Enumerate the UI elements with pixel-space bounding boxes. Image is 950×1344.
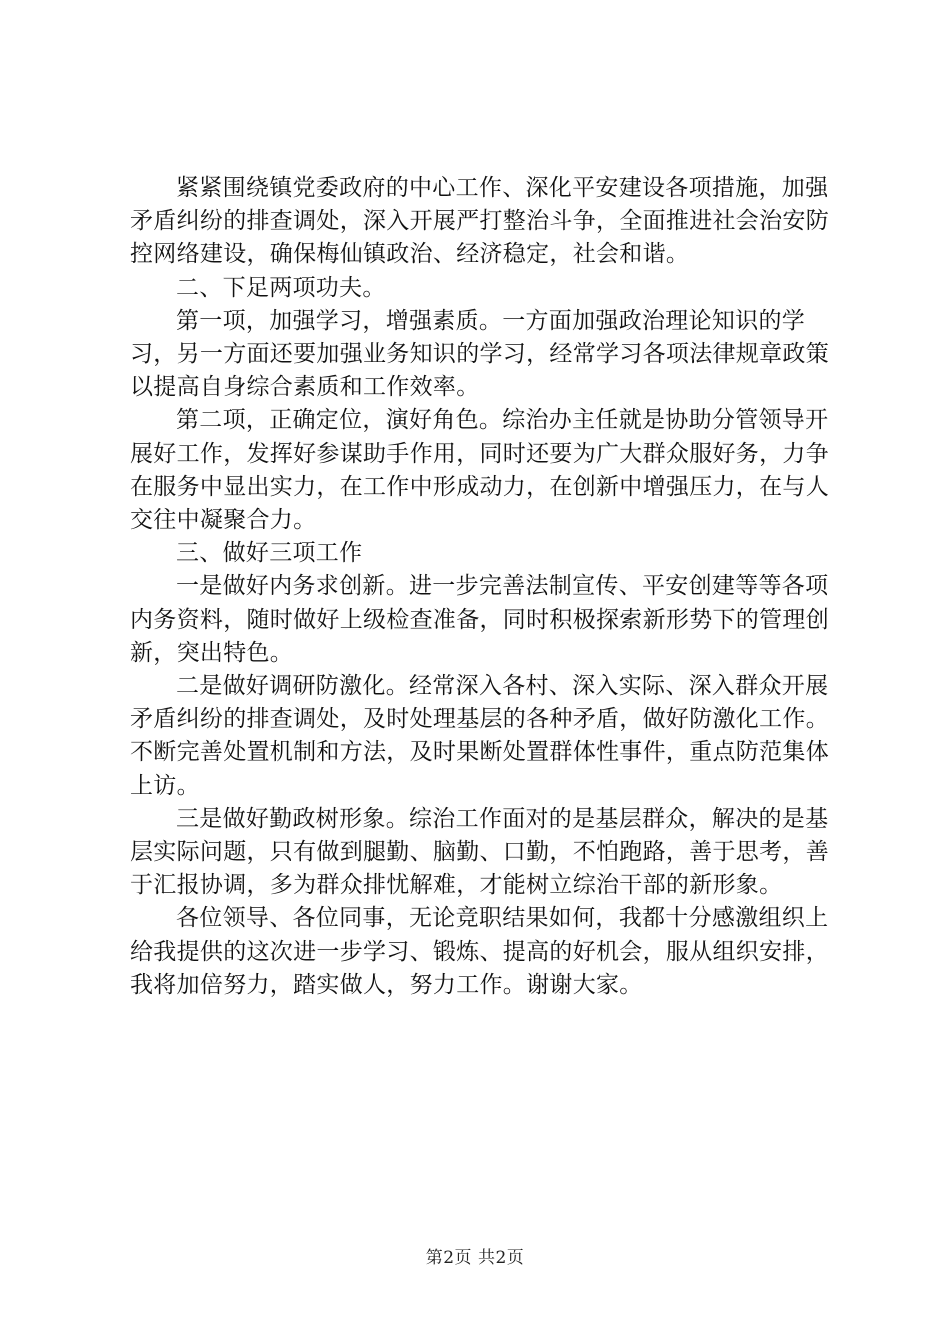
paragraph-intro: 紧紧围绕镇党委政府的中心工作、深化平安建设各项措施，加强矛盾纠纷的排查调处，深入开展严打整治斗争，全面推进社会治安防控网络建设，确保梅仙镇政治、经济稳定，社会和谐。 bbox=[130, 175, 829, 268]
section-heading-two: 二、下足两项功夫。 bbox=[176, 274, 386, 301]
paragraph-item-two: 第二项，正确定位，演好角色。综治办主任就是协助分管领导开展好工作，发挥好参谋助手作用，同时还要为广大群众服好务，力争在服务中显出实力，在工作中形成动力，在创新中增强压力，在与人交往中凝聚合力。 bbox=[130, 407, 829, 534]
page-footer: 第2页 共2页 bbox=[425, 1248, 525, 1268]
section-heading-three: 三、做好三项工作 bbox=[176, 540, 363, 567]
paragraph-task-three: 三是做好勤政树形象。综治工作面对的是基层群众，解决的是基层实际问题，只有做到腿勤、脑勤、口勤，不怕跑路，善于思考，善于汇报协调，多为群众排忧解难，才能树立综治干部的新形象。 bbox=[130, 805, 829, 899]
document-body bbox=[130, 172, 830, 1002]
paragraph-item-one: 第一项，加强学习，增强素质。一方面加强政治理论知识的学习，另一方面还要加强业务知识的学习，经常学习各项法律规章政策以提高自身综合素质和工作效率。 bbox=[130, 307, 829, 401]
paragraph-task-one: 一是做好内务求创新。进一步完善法制宣传、平安创建等等各项内务资料，随时做好上级检查准备，同时积极探索新形势下的管理创新，突出特色。 bbox=[130, 573, 829, 666]
paragraph-task-two: 二是做好调研防激化。经常深入各村、深入实际、深入群众开展矛盾纠纷的排查调处，及时处理基层的各种矛盾，做好防激化工作。不断完善处置机制和方法，及时果断处置群体性事件，重点防范集体上访。 bbox=[130, 673, 829, 799]
paragraph-closing: 各位领导、各位同事，无论竞职结果如何，我都十分感激组织上给我提供的这次进一步学习、锻炼、提高的好机会，服从组织安排，我将加倍努力，踏实做人，努力工作。谢谢大家。 bbox=[130, 905, 829, 998]
